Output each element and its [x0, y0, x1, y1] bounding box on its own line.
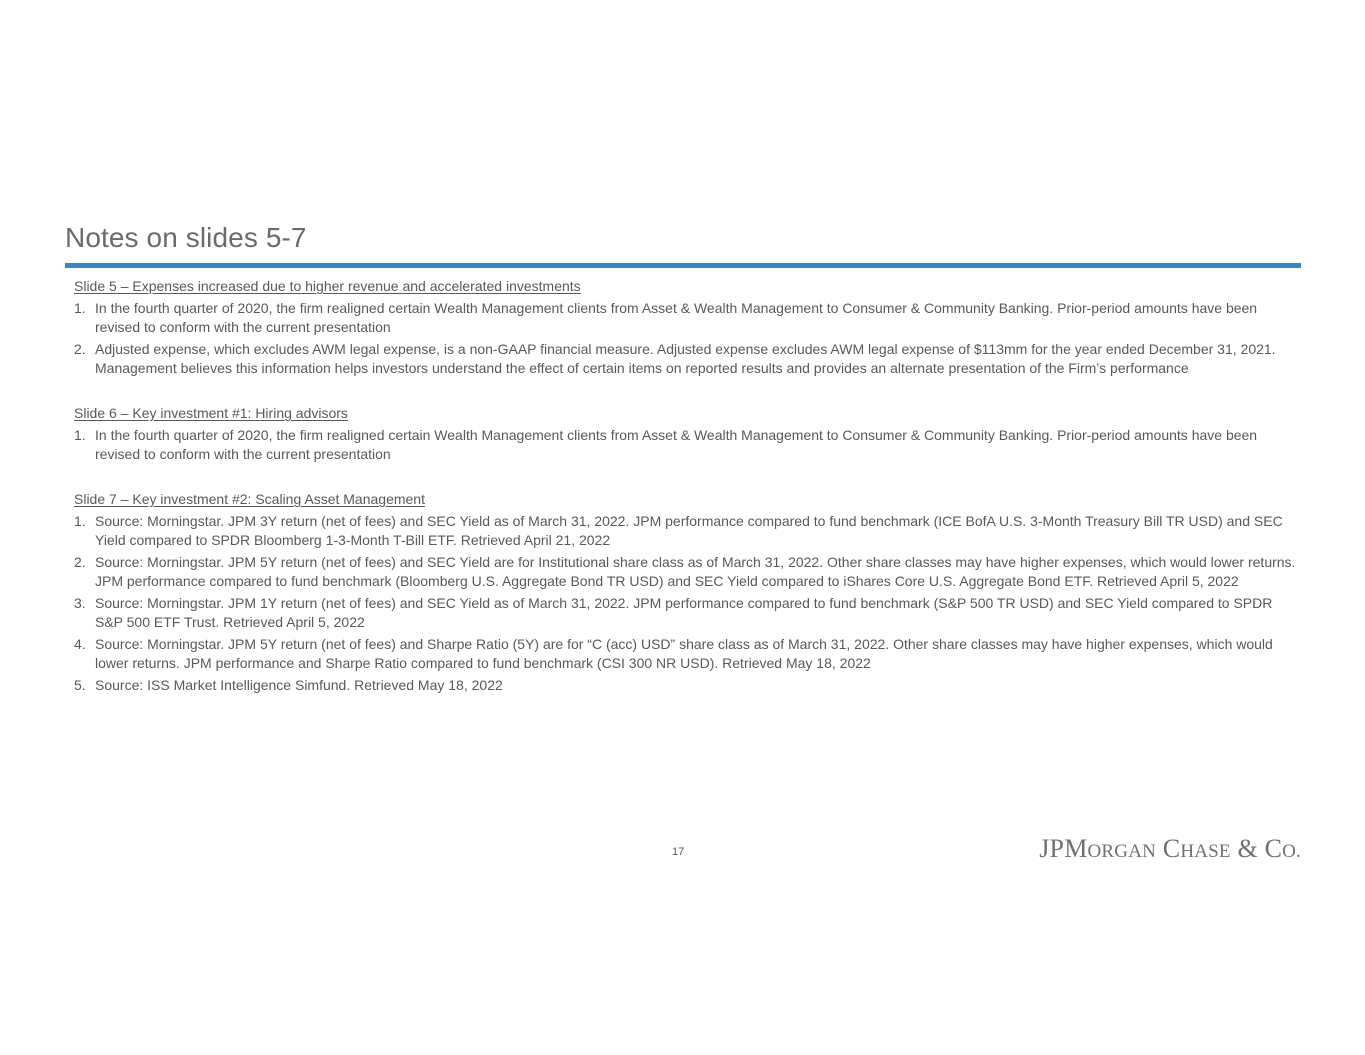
notes-content [74, 277, 1296, 721]
note-item [74, 635, 1296, 673]
note-item [74, 512, 1296, 550]
section-heading: Slide 5 – Expenses increased due to higher revenue and accelerated investments [74, 278, 581, 294]
section-slide-7 [74, 490, 1296, 695]
note-item [74, 340, 1296, 378]
section-slide-6 [74, 404, 1296, 464]
note-text: Source: Morningstar. JPM 1Y return (net of fees) and SEC Yield as of March 31, 2022. JPM performance compared to fund benchmark (S&P 500 TR USD) and SEC Yield compared to SPDR S&P 500 ETF Trust. Retrieved April 5, 2022 [95, 595, 1273, 630]
note-text: Source: Morningstar. JPM 5Y return (net of fees) and Sharpe Ratio (5Y) are for “C (acc) USD” share class as of March 31, 2022. Other share classes may have higher expenses, which would lower returns. JPM performance and Sharpe Ratio compared to fund benchmark (CSI 300 NR USD). Retrieved May 18, 2022 [95, 636, 1273, 671]
note-number: 3. [74, 595, 86, 611]
note-text: Source: ISS Market Intelligence Simfund. Retrieved May 18, 2022 [95, 677, 503, 693]
page-title: Notes on slides 5-7 [65, 222, 307, 253]
notes-list [74, 299, 1296, 378]
notes-list [74, 426, 1296, 464]
note-number: 4. [74, 636, 86, 652]
note-item [74, 426, 1296, 464]
jpmorgan-chase-logo: JPMORGAN CHASE & CO. [1039, 834, 1301, 863]
note-number: 1. [74, 300, 86, 316]
note-item [74, 594, 1296, 632]
note-text: Source: Morningstar. JPM 5Y return (net of fees) and SEC Yield are for Institutional share class as of March 31, 2022. Other share classes may have higher expenses, which would lower returns. JPM performance compared to fund benchmark (Bloomberg U.S. Aggregate Bond TR USD) and SEC Yield compared to iShares Core U.S. Aggregate Bond ETF. Retrieved April 5, 2022 [95, 554, 1296, 589]
notes-list [74, 512, 1296, 695]
title-divider [65, 263, 1301, 268]
note-text: In the fourth quarter of 2020, the firm realigned certain Wealth Management clients from Asset & Wealth Management to Consumer & Community Banking. Prior-period amounts have been revised to conform with the current presentation [95, 427, 1258, 462]
section-slide-5 [74, 277, 1296, 378]
page-number: 17 [672, 846, 685, 858]
note-number: 2. [74, 554, 86, 570]
note-item [74, 299, 1296, 337]
note-item [74, 676, 1296, 695]
note-item [74, 553, 1296, 591]
note-text: In the fourth quarter of 2020, the firm realigned certain Wealth Management clients from Asset & Wealth Management to Consumer & Community Banking. Prior-period amounts have been revised to conform with the current presentation [95, 300, 1258, 335]
note-number: 2. [74, 341, 86, 357]
note-number: 1. [74, 427, 86, 443]
note-number: 1. [74, 513, 86, 529]
note-number: 5. [74, 677, 86, 693]
note-text: Adjusted expense, which excludes AWM legal expense, is a non-GAAP financial measure. Adjusted expense excludes AWM legal expense of $113mm for the year ended December 31, 2021. Management believes this information helps investors understand the effect of certain items on reported results and provides an alternate presentation of the Firm’s performance [95, 341, 1276, 376]
section-heading: Slide 6 – Key investment #1: Hiring advisors [74, 405, 348, 421]
note-text: Source: Morningstar. JPM 3Y return (net of fees) and SEC Yield as of March 31, 2022. JPM performance compared to fund benchmark (ICE BofA U.S. 3-Month Treasury Bill TR USD) and SEC Yield compared to SPDR Bloomberg 1-3-Month T-Bill ETF. Retrieved April 21, 2022 [95, 513, 1283, 548]
section-heading: Slide 7 – Key investment #2: Scaling Asset Management [74, 491, 425, 507]
